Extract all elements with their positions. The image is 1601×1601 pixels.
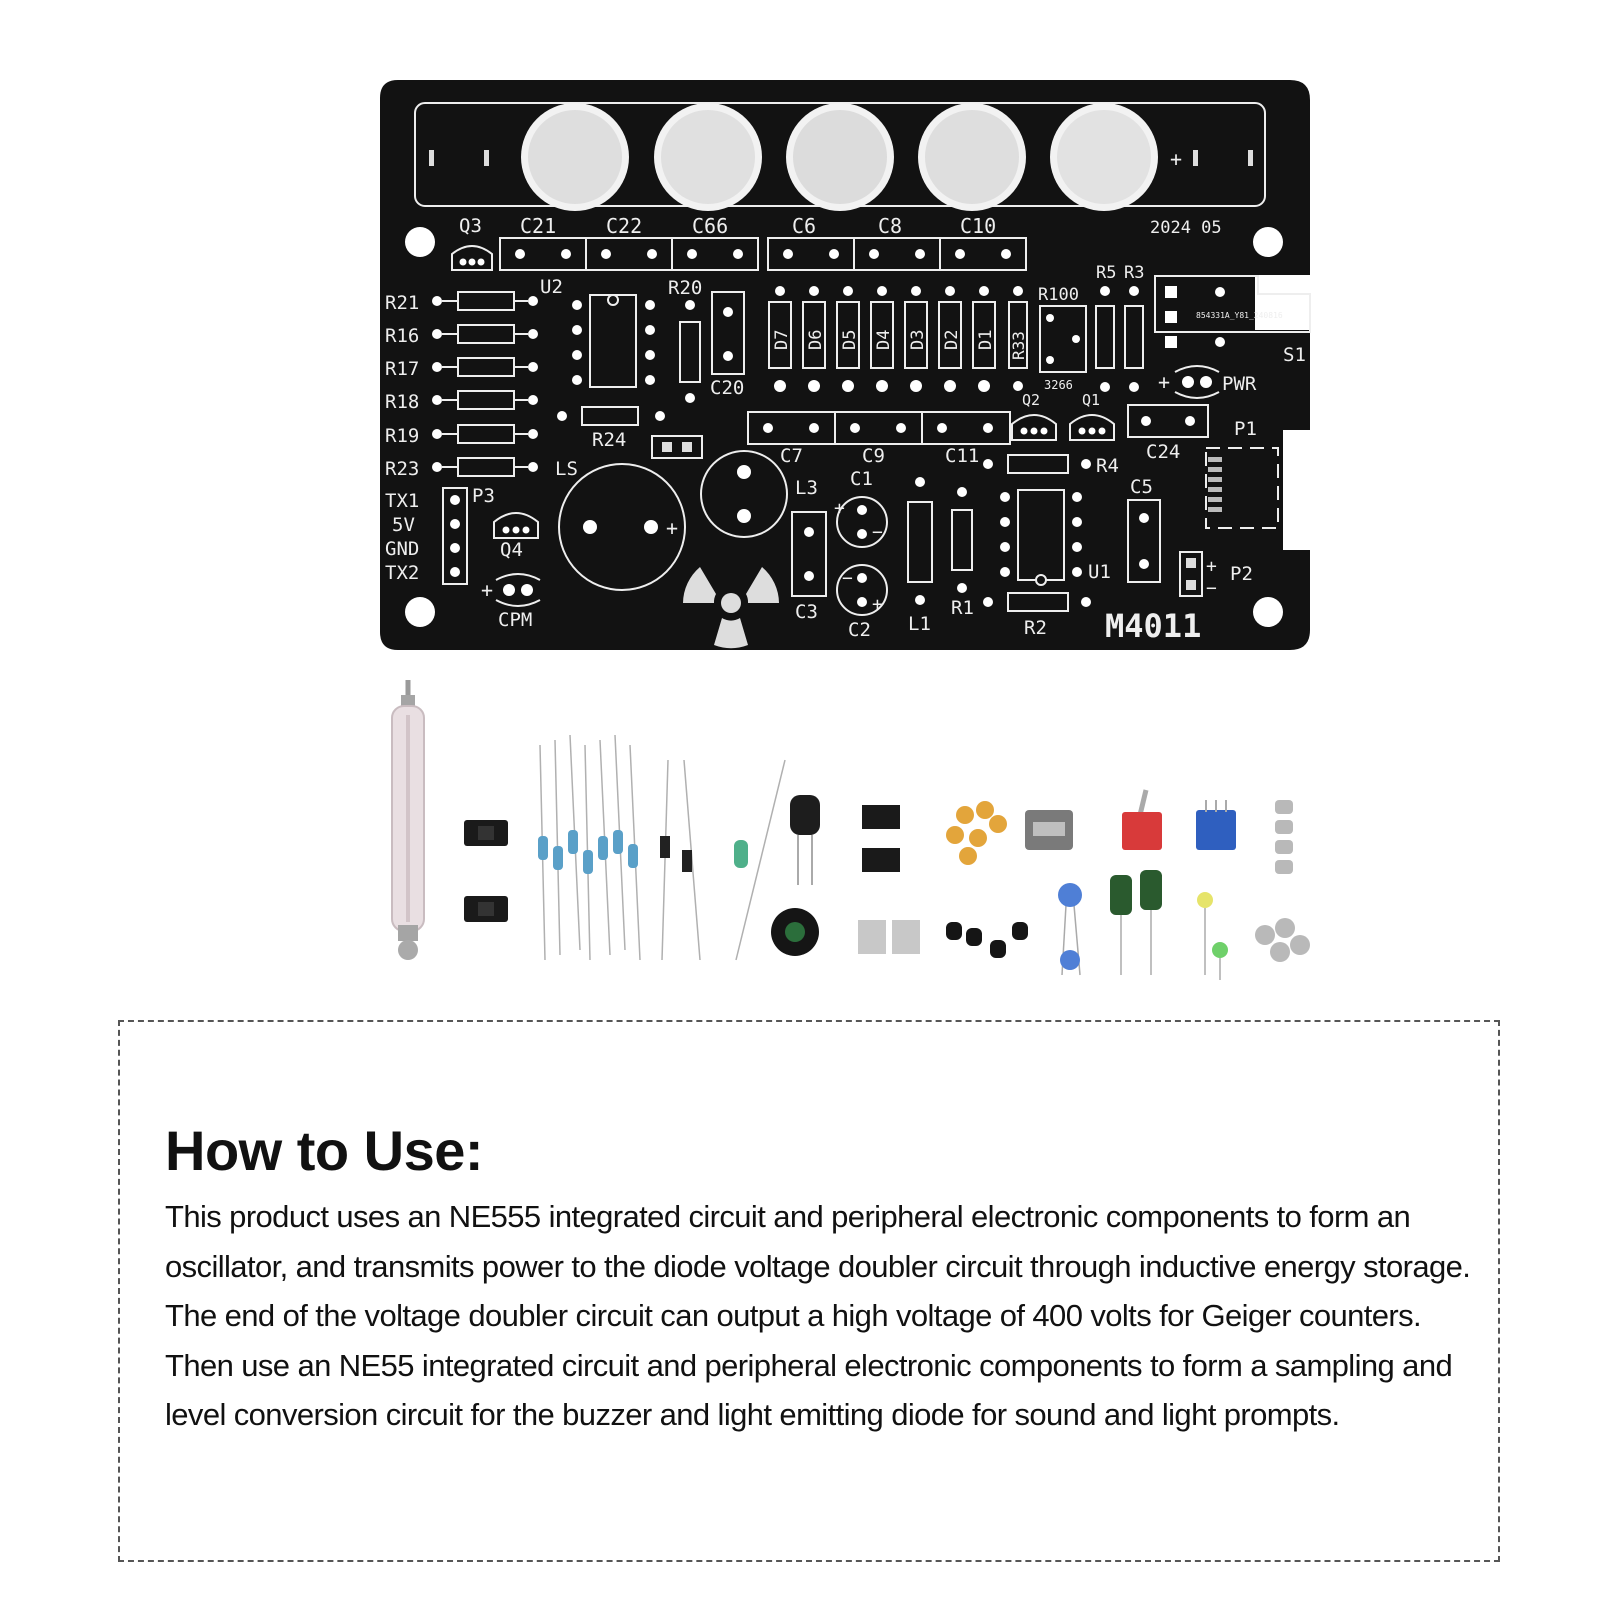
label-cpm: CPM [498, 609, 533, 631]
label-r18: R18 [385, 391, 420, 413]
label-q2: Q2 [1022, 391, 1041, 409]
svg-text:−: − [872, 522, 883, 543]
label-r5: R5 [1096, 263, 1117, 283]
label-l3: L3 [795, 477, 818, 499]
label-c24: C24 [1146, 441, 1181, 463]
label-c21: C21 [520, 214, 557, 238]
label-s1: S1 [1283, 344, 1306, 366]
label-d7: D7 [772, 329, 792, 350]
svg-text:+: + [872, 594, 883, 615]
label-d1: D1 [976, 329, 996, 350]
svg-text:+: + [1206, 556, 1217, 577]
label-r1: R1 [951, 597, 974, 619]
label-c10: C10 [960, 214, 997, 238]
label-r3: R3 [1124, 263, 1145, 283]
label-c8: C8 [878, 214, 903, 238]
how-to-use-body: This product uses an NE555 integrated circuit and peripheral electronic components to form an oscillator, and transmits power to the diode voltage doubler circuit through inductive energy storage. The end of the voltage doubler circuit can output a high voltage of 400 volts for Geiger counters. Then use an NE55 integrated circuit and peripheral electronic components to form a sampling and level conversion circuit for the buzzer and light emitting diode for sound and light prompts. [165, 1199, 1471, 1432]
label-c7: C7 [780, 445, 803, 467]
label-r24: R24 [592, 429, 627, 451]
label-q4: Q4 [500, 539, 523, 561]
label-r16: R16 [385, 325, 420, 347]
label-r21: R21 [385, 292, 420, 314]
label-c5: C5 [1130, 476, 1153, 498]
label-pwr: PWR [1222, 373, 1257, 395]
label-p3: P3 [472, 485, 495, 507]
label-q1: Q1 [1082, 391, 1101, 409]
label-d4: D4 [874, 329, 894, 350]
label-u2: U2 [540, 276, 563, 298]
label-c2: C2 [848, 619, 871, 641]
pin-tx2: TX2 [385, 562, 420, 584]
pcb-board [380, 80, 1310, 650]
label-r4: R4 [1096, 455, 1119, 477]
label-d6: D6 [806, 329, 826, 350]
label-r19: R19 [385, 425, 420, 447]
label-l1: L1 [908, 613, 931, 635]
label-r33: R33 [1009, 331, 1028, 360]
svg-text:+: + [834, 498, 845, 519]
label-c1: C1 [850, 468, 873, 490]
svg-text:+: + [666, 516, 679, 540]
label-p1: P1 [1234, 418, 1257, 440]
label-d5: D5 [840, 329, 860, 350]
label-c6: C6 [792, 214, 817, 238]
part-code: 854331A_Y81_240816 [1196, 311, 1283, 320]
label-d2: D2 [942, 329, 962, 350]
label-r23: R23 [385, 458, 420, 480]
pin-5v: 5V [392, 514, 415, 536]
svg-text:+: + [481, 578, 494, 602]
label-r2: R2 [1024, 617, 1047, 639]
pin-gnd: GND [385, 538, 420, 560]
how-to-use-title: How to Use: [165, 1119, 484, 1182]
label-ls: LS [555, 458, 578, 480]
label-c22: C22 [606, 214, 643, 238]
pin-tx1: TX1 [385, 490, 420, 512]
label-p2: P2 [1230, 563, 1253, 585]
label-c3: C3 [795, 601, 818, 623]
svg-text:−: − [842, 568, 853, 589]
svg-text:+: + [1158, 370, 1171, 394]
pcb-model: M4011 [1105, 607, 1202, 645]
label-3266: 3266 [1044, 378, 1073, 392]
label-c66: C66 [692, 214, 729, 238]
how-to-use-panel [118, 1020, 1500, 1562]
label-r17: R17 [385, 358, 420, 380]
label-c11: C11 [945, 445, 980, 467]
svg-text:+: + [1170, 147, 1183, 171]
label-q3: Q3 [459, 215, 482, 237]
svg-text:−: − [1206, 578, 1217, 599]
component-kit [392, 680, 1310, 980]
label-r20: R20 [668, 277, 703, 299]
label-r100: R100 [1038, 285, 1079, 305]
geiger-tube [392, 680, 424, 960]
label-c20: C20 [710, 377, 745, 399]
label-c9: C9 [862, 445, 885, 467]
pcb-date: 2024 05 [1150, 218, 1222, 238]
label-d3: D3 [908, 329, 928, 350]
label-u1: U1 [1088, 561, 1111, 583]
